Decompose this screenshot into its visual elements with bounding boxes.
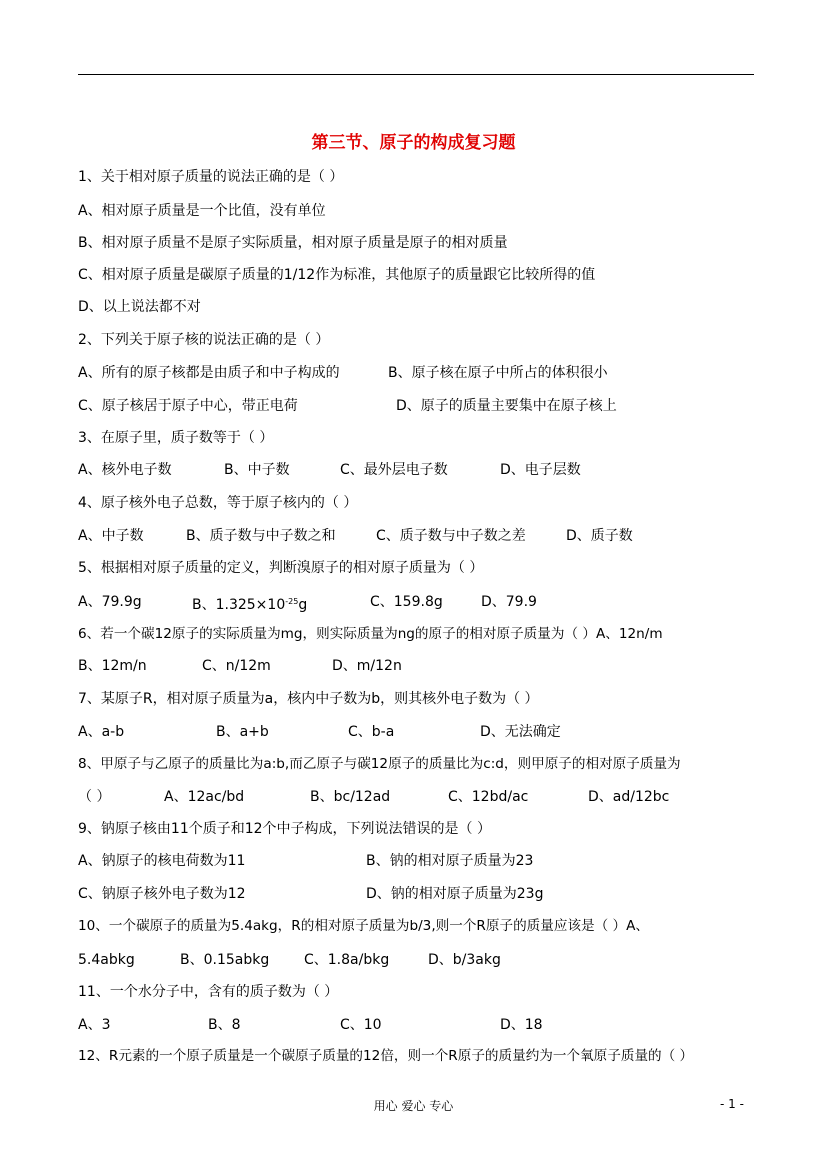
- question-1-option-d: D、以上说法都不对: [78, 299, 201, 315]
- question-3-option-d: D、电子层数: [500, 462, 581, 478]
- question-11-option-a: A、3: [78, 1017, 111, 1033]
- question-7-option-d: D、无法确定: [480, 724, 561, 740]
- question-10-option-b: B、0.15abkg: [180, 952, 270, 968]
- question-5-option-d: D、79.9: [481, 594, 537, 610]
- question-4-option-b: B、质子数与中子数之和: [186, 528, 336, 544]
- question-5-option-b: [192, 593, 307, 614]
- question-9-option-b: B、钠的相对原子质量为23: [366, 853, 534, 869]
- question-7-option-b: B、a+b: [216, 724, 269, 740]
- question-1-option-a: A、相对原子质量是一个比值，没有单位: [78, 203, 326, 219]
- question-11-option-c: C、10: [340, 1017, 382, 1033]
- question-10-option-d: D、b/3akg: [428, 952, 501, 968]
- question-2-option-a: A、所有的原子核都是由质子和中子构成的: [78, 365, 340, 381]
- question-7-option-c: C、b-a: [348, 724, 395, 740]
- question-4-stem: 4、原子核外电子总数，等于原子核内的（ ）: [78, 495, 358, 511]
- question-7-option-a: A、a-b: [78, 724, 125, 740]
- question-8-option-d: D、ad/12bc: [588, 789, 670, 805]
- question-3-option-c: C、最外层电子数: [340, 462, 448, 478]
- footer-motto: 用心 爱心 专心: [373, 1099, 454, 1113]
- question-9-option-c: C、钠原子核外电子数为12: [78, 886, 246, 902]
- question-4-option-c: C、质子数与中子数之差: [376, 528, 526, 544]
- question-8-option-c: C、12bd/ac: [448, 789, 529, 805]
- question-6-option-b: B、12m/n: [78, 658, 147, 674]
- question-4-option-a: A、中子数: [78, 528, 144, 544]
- question-3-option-b: B、中子数: [224, 462, 290, 478]
- question-5-option-b-exponent: -25: [285, 597, 299, 606]
- question-5-option-a: A、79.9g: [78, 594, 142, 610]
- question-2-option-c: C、原子核居于原子中心，带正电荷: [78, 398, 298, 414]
- question-4-option-d: D、质子数: [566, 528, 633, 544]
- question-2-option-b: B、原子核在原子中所占的体积很小: [388, 365, 608, 381]
- question-2-stem: 2、下列关于原子核的说法正确的是（ ）: [78, 332, 330, 348]
- question-11-option-d: D、18: [500, 1017, 543, 1033]
- question-9-option-a: A、钠原子的核电荷数为11: [78, 853, 246, 869]
- question-9-option-d: D、钠的相对原子质量为23g: [366, 886, 544, 902]
- question-6-option-c: C、n/12m: [202, 658, 271, 674]
- question-11-option-b: B、8: [208, 1017, 241, 1033]
- question-8-stem: 8、甲原子与乙原子的质量比为a:b,而乙原子与碳12原子的质量比为c:d，则甲原子的相对原子质量为: [78, 756, 681, 772]
- question-5-stem: 5、根据相对原子质量的定义，判断溴原子的相对原子质量为（ ）: [78, 560, 484, 576]
- question-6-option-d: D、m/12n: [332, 658, 402, 674]
- question-6-stem: 6、若一个碳12原子的实际质量为mg，则实际质量为ng的原子的相对原子质量为（ ）A、12n/m: [78, 626, 663, 642]
- header-rule: [78, 74, 754, 75]
- question-1-option-c: C、相对原子质量是碳原子质量的1/12作为标准，其他原子的质量跟它比较所得的值: [78, 267, 596, 283]
- question-10-option-c: C、1.8a/bkg: [304, 952, 390, 968]
- question-3-option-a: A、核外电子数: [78, 462, 172, 478]
- question-1-stem: 1、关于相对原子质量的说法正确的是（ ）: [78, 169, 344, 185]
- question-3-stem: 3、在原子里，质子数等于（ ）: [78, 430, 274, 446]
- question-11-stem: 11、一个水分子中，含有的质子数为（ ）: [78, 984, 339, 1000]
- question-9-stem: 9、钠原子核由11个质子和12个中子构成，下列说法错误的是（ ）: [78, 821, 491, 837]
- question-2-option-d: D、原子的质量主要集中在原子核上: [396, 398, 617, 414]
- question-5-option-b-unit: g: [298, 597, 308, 613]
- question-7-stem: 7、某原子R，相对原子质量为a，核内中子数为b，则其核外电子数为（ ）: [78, 691, 539, 707]
- question-10-option-a-continued: 5.4abkg: [78, 952, 135, 968]
- question-5-option-c: C、159.8g: [370, 594, 443, 610]
- question-8-option-a: A、12ac/bd: [164, 789, 245, 805]
- footer-page-number: - 1 -: [720, 1097, 744, 1111]
- question-8-answer-paren: （ ）: [78, 789, 111, 805]
- question-10-stem: 10、一个碳原子的质量为5.4akg，R的相对原子质量为b/3,则一个R原子的质量应该是（ ）A、: [78, 918, 650, 934]
- question-8-option-b: B、bc/12ad: [310, 789, 391, 805]
- question-5-option-b-mantissa: B、1.325×10: [192, 597, 286, 613]
- page-title: 第三节、原子的构成复习题: [311, 133, 516, 153]
- question-12-stem: 12、R元素的一个原子质量是一个碳原子质量的12倍，则一个R原子的质量约为一个氧原子质量的（ ）: [78, 1048, 694, 1064]
- question-1-option-b: B、相对原子质量不是原子实际质量，相对原子质量是原子的相对质量: [78, 235, 508, 251]
